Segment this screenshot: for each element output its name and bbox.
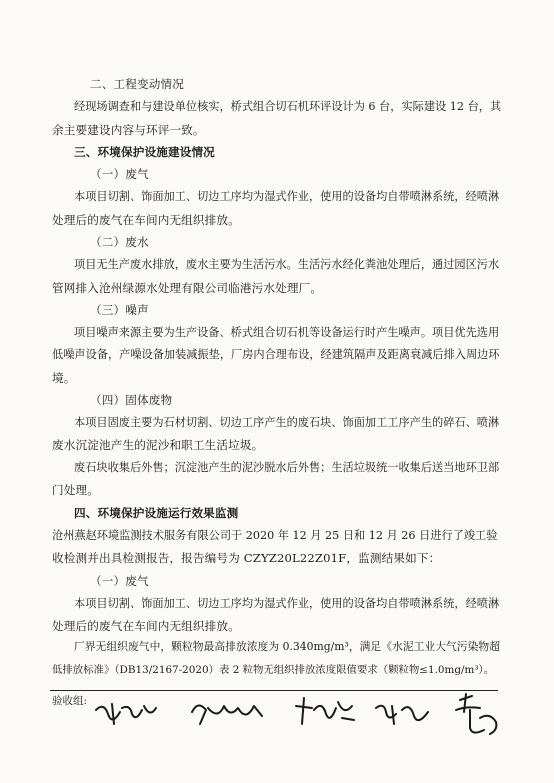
text-line: 低排放标准》（DB13/2167-2020）表 2 粒物无组织排放浓度限值要求（颗粒物≤1.0mg/m³）。 (52, 664, 495, 676)
text-line: 项目噪声来源主要为生产设备、桥式组合切石机等设备运行时产生噪声。项目优先选用 (74, 326, 500, 339)
text-line: （一）废气 (90, 574, 149, 588)
text-line: 经现场调查和与建设单位核实，桥式组合切石机环评设计为 6 台，实际建设 12 台，其 (74, 100, 502, 113)
text-line: 废水沉淀池产生的泥沙和职工生活垃圾。 (52, 438, 264, 452)
text-line: 余主要建设内容与环评一致。 (52, 123, 205, 137)
text-line: 门处理。 (52, 483, 99, 497)
signature-2 (188, 698, 268, 728)
text-line: 处理后的废气在车间内无组织排放。 (52, 213, 240, 227)
text-line: （四）固体废物 (90, 393, 173, 407)
text-line: （一）废气 (90, 167, 149, 181)
text-line: 二、工程变动情况 (90, 77, 184, 91)
signature-3 (292, 696, 358, 728)
text-line: （二）废水 (90, 235, 149, 249)
text-line: 本项目切割、饰面加工、切边工序均为湿式作业，使用的设备均自带喷淋系统，经喷淋 (74, 190, 500, 203)
text-line: （三）噪声 (90, 303, 149, 317)
text-line: 管网排入沧州绿源水处理有限公司临港污水处理厂。 (52, 281, 323, 295)
acceptance-group-label: 验收组: (52, 695, 88, 707)
text-line: 三、环境保护设施建设情况 (74, 145, 215, 159)
text-line: 本项目切割、饰面加工、切边工序均为湿式作业，使用的设备均自带喷淋系统，经喷淋 (74, 597, 500, 610)
text-line: 境。 (52, 371, 76, 385)
text-line: 厂界无组织废气中，颗粒物最高排放浓度为 0.340mg/m³，满足《水泥工业大气污染物超 (74, 640, 500, 653)
text-line: 处理后的废气在车间内无组织排放。 (52, 619, 240, 633)
text-line: 四、环境保护设施运行效果监测 (74, 506, 239, 520)
text-line: 收检测并出具检测报告，报告编号为 CZYZ20L22Z01F，监测结果如下： (52, 551, 441, 565)
text-line: 低噪声设备，产噪设备加装减振垫，厂房内合理布设，经建筑隔声及距离衰减后排入周边环 (52, 348, 500, 361)
text-line: 废石块收集后外售；沉淀池产生的泥沙脱水后外售；生活垃圾统一收集后送当地环卫部 (74, 461, 500, 474)
text-line: 沧州燕赵环境监测技术服务有限公司于 2020 年 12 月 25 日和 12 月 26 日进行了竣工验 (52, 529, 498, 542)
text-line: 本项目固废主要为石材切割、切边工序产生的废石块、饰面加工工序产生的碎石、喷淋 (74, 416, 500, 429)
signature-5 (450, 692, 506, 738)
signature-1 (92, 700, 162, 728)
divider-line (50, 690, 498, 691)
text-line: 项目无生产废水排放，废水主要为生活污水。生活污水经化粪池处理后，通过园区污水 (74, 258, 500, 271)
signature-4 (372, 700, 434, 728)
